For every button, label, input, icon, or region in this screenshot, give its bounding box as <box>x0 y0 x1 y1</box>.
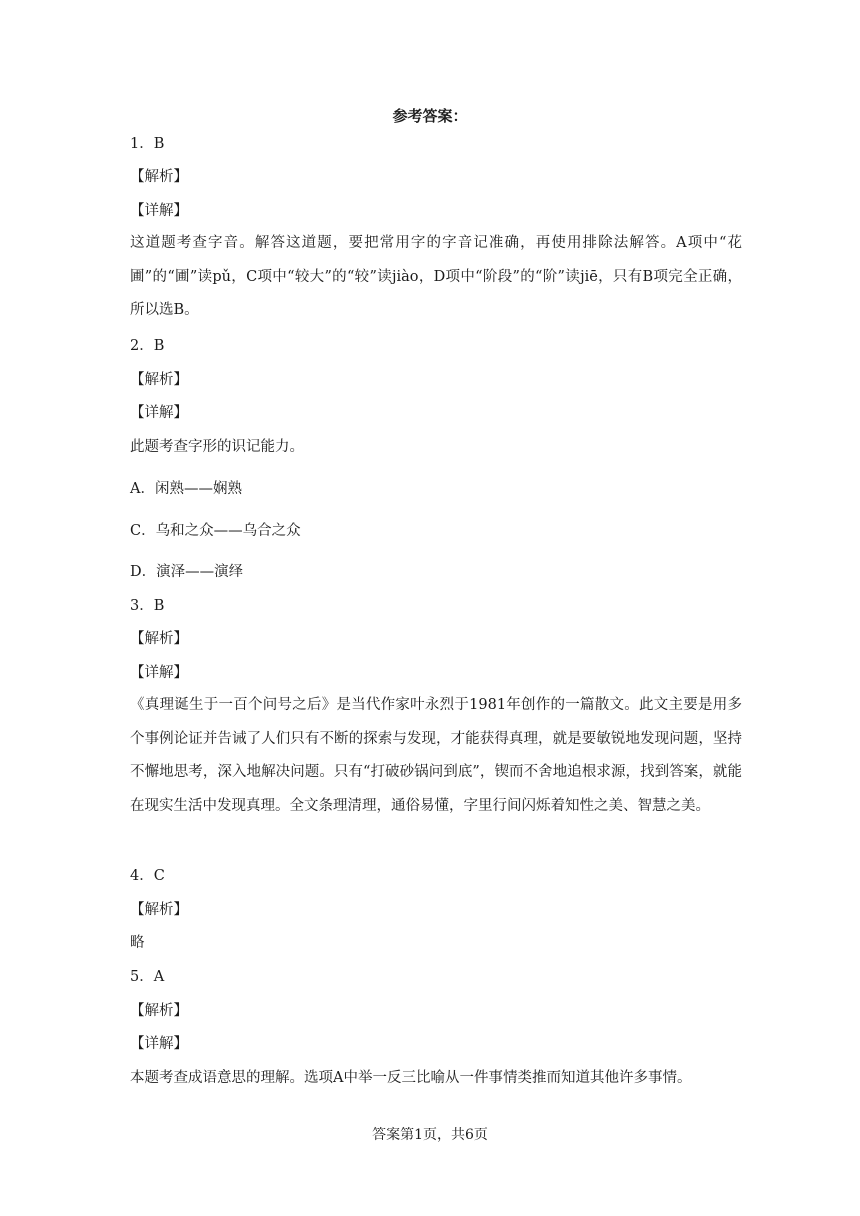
q5-answer: 5．A <box>130 969 165 985</box>
q3-analysis-label: 【解析】 <box>130 631 188 647</box>
q1-answer: 1．B <box>130 136 165 152</box>
q1-analysis-label: 【解析】 <box>130 169 188 185</box>
q5-analysis-label: 【解析】 <box>130 1003 188 1019</box>
q3-answer: 3．B <box>130 598 165 614</box>
q2-analysis-label: 【解析】 <box>130 372 188 388</box>
q4-analysis-label: 【解析】 <box>130 902 188 918</box>
q1-detail-label: 【详解】 <box>130 203 188 219</box>
q2-option-d: D．演泽——演绎 <box>130 564 244 580</box>
q4-answer: 4．C <box>130 868 165 884</box>
q5-detail-label: 【详解】 <box>130 1036 188 1052</box>
q5-explanation: 本题考查成语意思的理解。选项A中举一反三比喻从一件事情类推而知道其他许多事情。 <box>130 1070 692 1086</box>
page-footer: 答案第1页，共6页 <box>372 1127 488 1143</box>
q3-detail-label: 【详解】 <box>130 665 188 681</box>
page-title: 参考答案： <box>392 107 468 125</box>
q2-option-a: A．闲熟——娴熟 <box>130 481 242 497</box>
q1-explanation: 这道题考查字音。解答这道题，要把常用字的字音记准确，再使用排除法解答。A项中“花圃”的“圃”读pǔ，C项中“较大”的“较”读jiào，D项中“阶段”的“阶”读jiē，只有B项完全正确，所以选B。 <box>130 235 742 318</box>
q2-explanation: 此题考查字形的识记能力。 <box>130 439 304 455</box>
q3-explanation: 《真理诞生于一百个问号之后》是当代作家叶永烈于1981年创作的一篇散文。此文主要是用多个事例论证并告诫了人们只有不断的探索与发现，才能获得真理，就是要敏锐地发现问题，坚持不懈地思考，深入地解决问题。只有“打破砂锅问到底”，锲而不舍地追根求源，找到答案，就能在现实生活中发现真理。全文条理清理，通俗易懂，字里行间闪烁着知性之美、智慧之美。 <box>130 697 742 814</box>
q4-explanation: 略 <box>130 935 145 951</box>
q2-answer: 2．B <box>130 338 165 354</box>
q2-detail-label: 【详解】 <box>130 405 188 421</box>
q2-option-c: C．乌和之众——乌合之众 <box>130 523 301 539</box>
